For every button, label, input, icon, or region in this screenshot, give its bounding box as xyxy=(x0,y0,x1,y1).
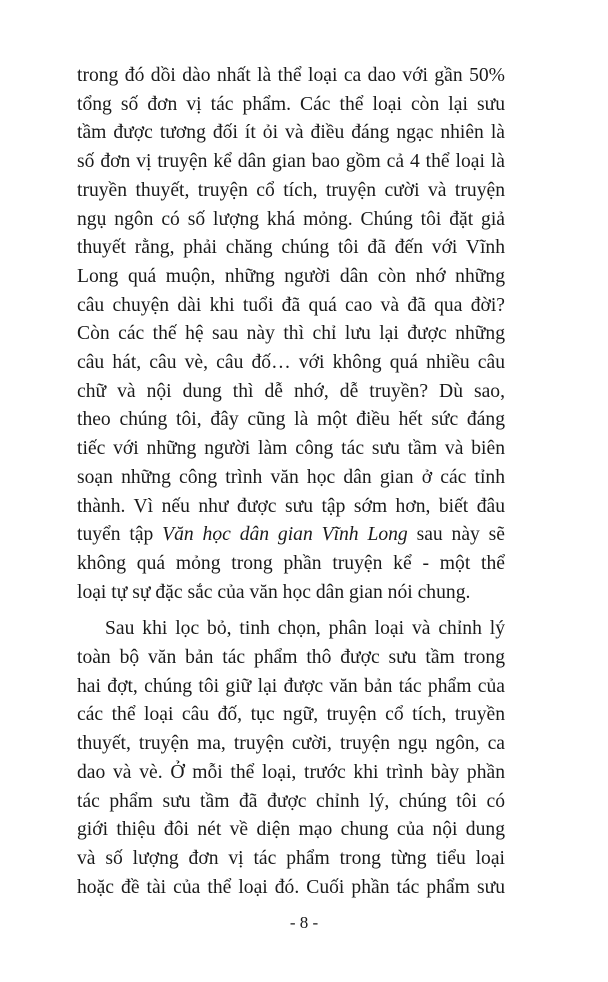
text-line: thuyết, truyện ma, truyện cười, truyện ngụ ngôn, ca xyxy=(77,733,505,755)
text-line: hai đợt, chúng tôi giữ lại được văn bản tác phẩm của xyxy=(77,675,505,697)
text-line: Còn các thế hệ sau này thì chỉ lưu lại được những xyxy=(77,323,505,345)
text-line: trong đó dồi dào nhất là thể loại ca dao với gần 50% xyxy=(77,65,505,86)
text-segment: tuyển tập xyxy=(77,524,163,546)
text-line: tổng số đơn vị tác phẩm. Các thể loại còn lại sưu xyxy=(77,93,505,115)
page-number: - 8 - xyxy=(289,913,319,932)
text-line: số đơn vị truyện kể dân gian bao gồm cả 4 thể loại là xyxy=(77,151,505,173)
text-line: tiếc với những người làm công tác sưu tầm và biên xyxy=(77,438,505,460)
text-line: hoặc đề tài của thể loại đó. Cuối phần tác phẩm sưu xyxy=(77,876,505,898)
text-line: theo chúng tôi, đây cũng là một điều hết sức đáng xyxy=(77,409,505,431)
text-line: tác phẩm sưu tầm đã được chỉnh lý, chúng tôi có xyxy=(77,790,505,812)
text-line: thành. Vì nếu như được sưu tập sớm hơn, biết đâu xyxy=(77,495,505,517)
text-line: Sau khi lọc bỏ, tinh chọn, phân loại và chỉnh lý xyxy=(105,618,505,640)
text-segment: sau này sẽ xyxy=(407,524,505,546)
text-line: các thể loại câu đố, tục ngữ, truyện cổ tích, truyền xyxy=(77,704,505,726)
text-line: thuyết rằng, phải chăng chúng tôi đã đến với Vĩnh xyxy=(77,237,505,259)
text-line: không quá mỏng trong phần truyện kể - một thể xyxy=(77,552,505,574)
text-line: toàn bộ văn bản tác phẩm thô được sưu tầm trong xyxy=(77,647,505,669)
text-line: dao và vè. Ở mỗi thể loại, trước khi trình bày phần xyxy=(77,761,505,783)
paragraph-spacer xyxy=(77,607,505,615)
text-line: tầm được tương đối ít ỏi và điều đáng ngạc nhiên là xyxy=(77,122,505,144)
book-title: Văn học dân gian Vĩnh Long xyxy=(162,524,408,546)
paragraph-2 xyxy=(77,615,505,902)
text-line: loại tự sự đặc sắc của văn học dân gian nói chung. xyxy=(77,581,471,603)
text-line: giới thiệu đôi nét về diện mạo chung của nội dung xyxy=(77,819,505,841)
text-line: và số lượng đơn vị tác phẩm trong từng tiểu loại xyxy=(77,847,505,869)
text-line: câu hát, câu vè, câu đố… với không quá nhiều câu xyxy=(77,352,505,374)
text-line: ngụ ngôn có số lượng khá mỏng. Chúng tôi đặt giả xyxy=(77,208,505,230)
text-line: Long quá muộn, những người dân còn nhớ những xyxy=(77,265,505,287)
page-body xyxy=(77,62,505,902)
text-line: chữ và nội dung thì dễ nhớ, dễ truyền? Dù sao, xyxy=(77,380,505,402)
paragraph-1 xyxy=(77,62,505,607)
text-line-with-title xyxy=(77,521,505,550)
text-line: câu chuyện dài khi tuổi đã quá cao và đã qua đời? xyxy=(77,294,505,316)
text-line: soạn những công trình văn học dân gian ở các tỉnh xyxy=(77,466,505,488)
text-line: truyền thuyết, truyện cổ tích, truyện cười và truyện xyxy=(77,179,505,201)
